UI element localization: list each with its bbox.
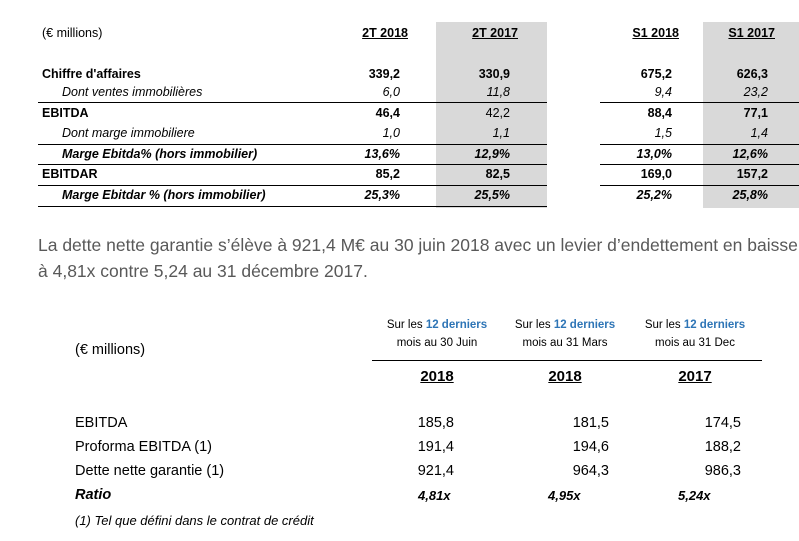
table2-col-prefix: Sur les	[644, 319, 684, 331]
table1-cell: 12,9%	[474, 147, 510, 161]
table2-cell: 185,8	[417, 415, 454, 431]
table2-row-label: Dette nette garantie (1)	[75, 463, 225, 479]
table2-col-accent: 12 derniers	[683, 319, 746, 331]
table1-row-label: Chiffre d'affaires	[42, 67, 141, 81]
table1-cell: 85,2	[375, 167, 400, 181]
table1-cell: 25,2%	[636, 188, 672, 202]
table1-cell: 23,2	[743, 85, 768, 99]
table1-header-2t2017: 2T 2017	[472, 26, 518, 40]
table2-unit-label: (€ millions)	[75, 342, 146, 358]
table2-cell: 4,81x	[418, 488, 451, 503]
table1-cell: 1,1	[492, 126, 510, 140]
table1-divider	[600, 144, 799, 145]
table1-cell: 6,0	[382, 85, 400, 99]
table2-cell: 5,24x	[678, 488, 711, 503]
table2-cell: 4,95x	[548, 488, 581, 503]
table1-row-label: Marge Ebitda% (hors immobilier)	[62, 147, 258, 161]
table1-cell: 13,0%	[636, 147, 672, 161]
table2-cell: 181,5	[572, 415, 609, 431]
table1-header-s12017: S1 2017	[728, 26, 775, 40]
table1-divider	[600, 185, 799, 186]
table1-cell: 88,4	[647, 106, 672, 120]
table2-cell: 188,2	[704, 439, 741, 455]
table1-cell: 46,4	[375, 106, 400, 120]
table2-cell: 986,3	[704, 463, 741, 479]
table1-divider	[600, 102, 799, 103]
table1-cell: 13,6%	[364, 147, 400, 161]
table2-row-label: Ratio	[75, 487, 112, 503]
table1-cell: 11,8	[486, 85, 510, 99]
table1-cell: 9,4	[654, 85, 672, 99]
table1-divider	[38, 102, 547, 103]
table2-header-rule	[372, 360, 762, 361]
table2-col-accent: 12 derniers	[425, 319, 488, 331]
table1-row-label: Dont ventes immobilières	[62, 85, 203, 99]
table2-col-header	[630, 316, 760, 352]
table2-col-header	[372, 316, 502, 352]
table1-header-s12018: S1 2018	[632, 26, 679, 40]
table1-cell: 626,3	[736, 67, 768, 81]
table2-col-line2: mois au 31 Dec	[655, 337, 735, 349]
table2-cell: 194,6	[572, 439, 609, 455]
table2-row-label: EBITDA	[75, 415, 128, 431]
table2-footnote: (1) Tel que défini dans le contrat de crédit	[75, 513, 314, 528]
table2-row-label: Proforma EBITDA (1)	[75, 439, 212, 455]
table2-year: 2017	[678, 368, 712, 385]
table1-unit-label: (€ millions)	[42, 26, 103, 40]
table1-cell: 1,5	[654, 126, 672, 140]
table2-col-line2: mois au 30 Juin	[396, 337, 478, 349]
table1-divider	[38, 206, 547, 207]
table1-cell: 25,3%	[364, 188, 400, 202]
table1-header-2t2018: 2T 2018	[362, 26, 408, 40]
table1-divider	[38, 144, 547, 145]
table1-row-label: EBITDAR	[42, 167, 98, 181]
table1-divider	[38, 185, 547, 186]
table1-cell: 25,5%	[474, 188, 510, 202]
table2-cell: 921,4	[417, 463, 454, 479]
table2-col-header	[500, 316, 630, 352]
table2-cell: 964,3	[572, 463, 609, 479]
table2-col-prefix: Sur les	[386, 319, 426, 331]
table2-col-line2: mois au 31 Mars	[522, 337, 608, 349]
table1-cell: 12,6%	[732, 147, 768, 161]
table1-cell: 675,2	[640, 67, 672, 81]
table1-row-label: EBITDA	[42, 106, 89, 120]
table2-year: 2018	[420, 368, 454, 385]
table1-cell: 169,0	[640, 167, 672, 181]
table1-cell: 25,8%	[732, 188, 768, 202]
table2-year: 2018	[548, 368, 582, 385]
table1-cell: 157,2	[736, 167, 768, 181]
table1-cell: 1,4	[750, 126, 768, 140]
table1-divider	[600, 164, 799, 165]
table2-col-accent: 12 derniers	[553, 319, 616, 331]
table2-col-prefix: Sur les	[514, 319, 554, 331]
table1-cell: 1,0	[382, 126, 400, 140]
debt-paragraph: La dette nette garantie s’élève à 921,4 M€ au 30 juin 2018 avec un levier d’endettement en baisse à 4,81x contre 5,24 au 31 décembre 2017.	[38, 235, 798, 281]
table2-cell: 174,5	[704, 415, 741, 431]
table1-cell: 339,2	[368, 67, 400, 81]
table2-cell: 191,4	[417, 439, 454, 455]
table1-divider	[38, 164, 547, 165]
table1-cell: 82,5	[485, 167, 510, 181]
table1-cell: 42,2	[485, 106, 510, 120]
table1-row-label: Dont marge immobiliere	[62, 126, 195, 140]
table1-cell: 77,1	[743, 106, 768, 120]
table1-row-label: Marge Ebitdar % (hors immobilier)	[62, 188, 266, 202]
table1-cell: 330,9	[478, 67, 510, 81]
